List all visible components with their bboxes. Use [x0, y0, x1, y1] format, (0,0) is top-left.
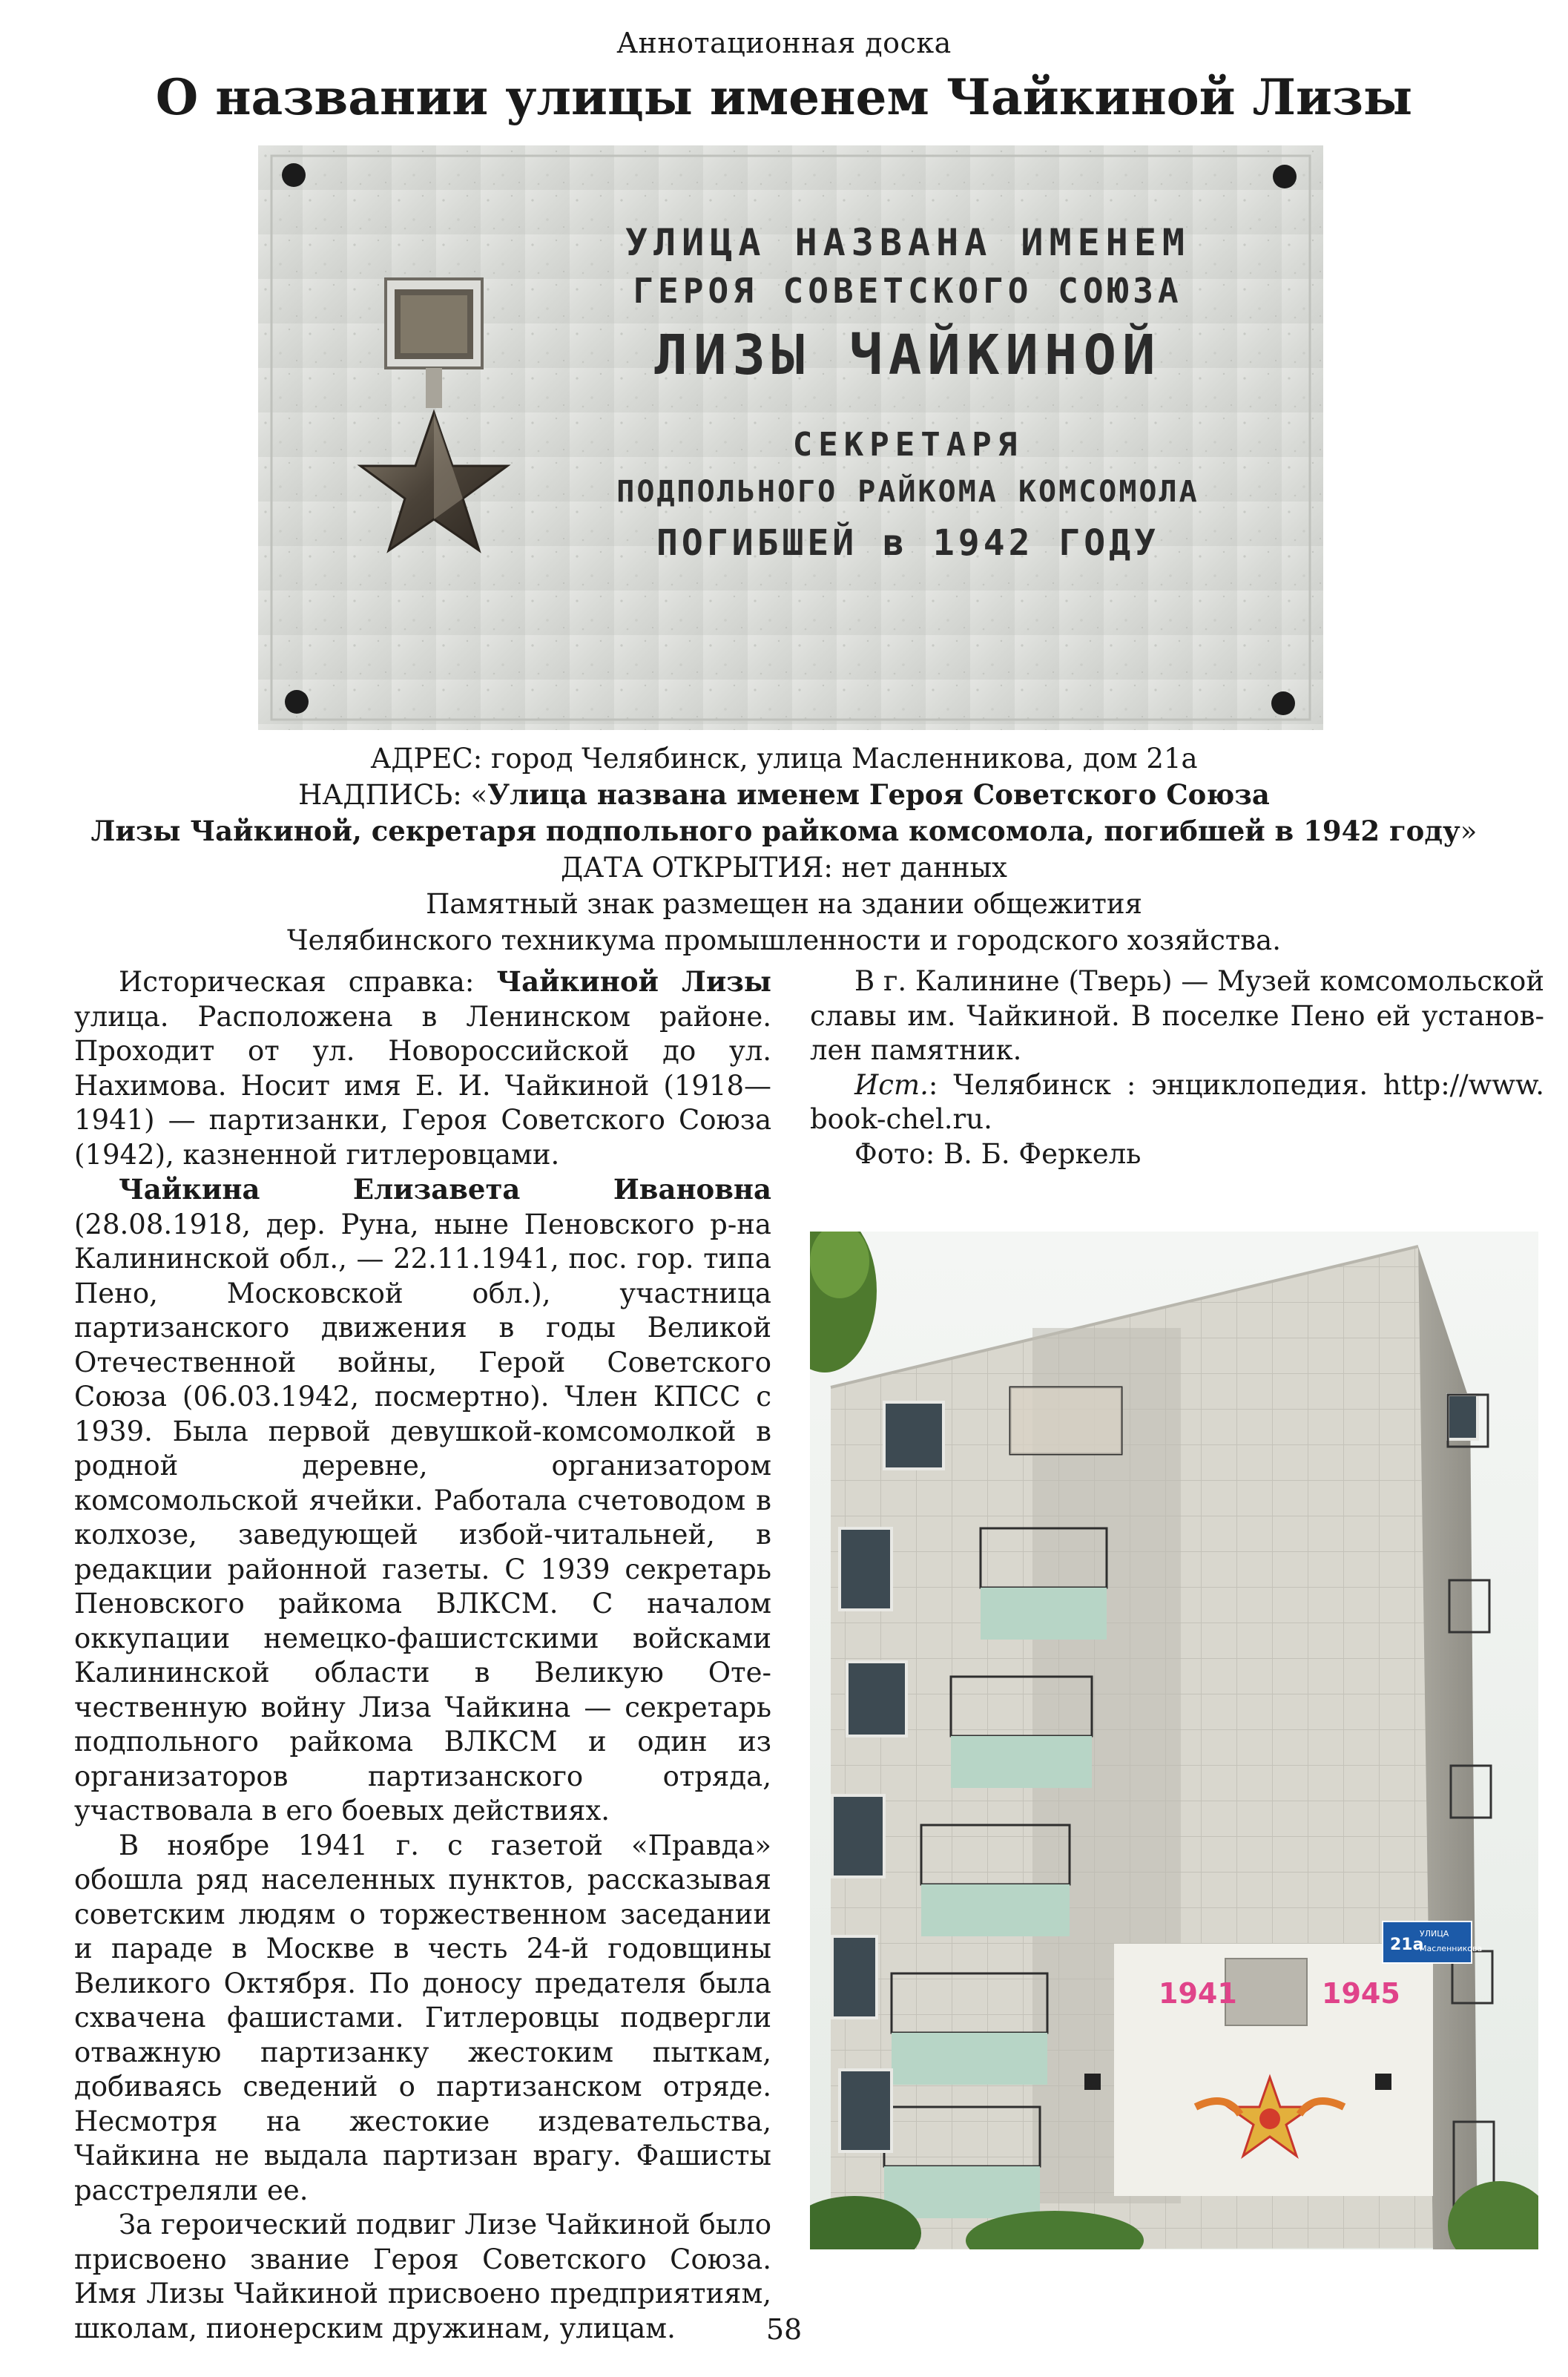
- page-number: 58: [765, 2313, 803, 2346]
- inscription-close: »: [1460, 815, 1478, 847]
- building-photo: [810, 1232, 1538, 2249]
- memorial-year-start: 1941: [1159, 1977, 1237, 2010]
- memorial-year-end: 1945: [1322, 1977, 1400, 2010]
- inscription-line-2: [0, 813, 1568, 849]
- plaque-line-4: СЕКРЕТАРЯ: [792, 426, 1024, 464]
- plaque-line-3: ЛИЗЫ ЧАЙКИНОЙ: [654, 323, 1162, 387]
- inscription-label: НАДПИСЬ: «: [298, 779, 488, 811]
- biography-paragraph: [74, 1172, 771, 1829]
- inscription-text-1: Улица названа именем Героя Советского Союза: [487, 778, 1270, 811]
- memorial-panel: [1084, 1944, 1433, 2196]
- history-text: улица. Расположена в Ленинском районе. Проходит от ул. Новороссийской до ул. Нахимова. Носит имя Е. И. Чайкиной (1918—1941) — партизанки, Героя Советского Союза (1942), казненной гитлеровцами.: [74, 1000, 771, 1171]
- left-column: [74, 964, 771, 2346]
- street-sign-label: УЛИЦА: [1420, 1929, 1449, 1939]
- street-name-bold: Чайкиной Лизы: [496, 965, 771, 998]
- honor-paragraph: За героический подвиг Лизе Чайкиной было присвоено звание Героя Советского Союза. Имя Лизы Чайкиной присвоено предприятиям, школам, пионерским дружинам, улицам.: [74, 2209, 771, 2344]
- screw-bottom-left: [285, 690, 309, 714]
- opening-date-line: ДАТА ОТКРЫТИЯ: нет данных: [561, 852, 1007, 884]
- right-column: [810, 964, 1544, 1171]
- address-line: АДРЕС: город Челябинск, улица Масленникова, дом 21а: [370, 743, 1198, 775]
- biography-text: (28.08.1918, дер. Руна, ныне Пеновского р-на Калининской обл., — 22.11.1941, пос. гор. типа Пено, Московской обл.), участница партизанского движения в годы Великой Отечественной войны, Герой Советского Союза (06.03.1942, посмертно). Член КПСС с 1939. Была первой девушкой-комсомолкой в родной деревне, организатором комсомольской ячейки. Работала счетоводом в колхозе, заведующей избой-читальней, в редакции районной газеты. С 1939 секретарь Пеновского райкома ВЛКСМ. С началом оккупации немецко-фашистскими войсками Калининской области в Великую Отечественную войну Лиза Чайкина — секретарь подпольного райкома ВЛКСМ и один из организаторов партизанского отряда, участвовала в его боевых действиях.: [74, 1208, 771, 1827]
- plaque-photo: [258, 145, 1323, 730]
- screw-bottom-right: [1271, 691, 1295, 715]
- street-sign-name: Масленникова: [1420, 1944, 1483, 1953]
- section-kicker: Аннотационная доска: [616, 27, 952, 59]
- screw-top-left: [282, 163, 306, 187]
- history-lead: Историческая справка:: [119, 966, 497, 998]
- photo-credit: Фото: В. Б. Феркель: [854, 1137, 1142, 1170]
- source-text: : Челябинск : энциклопедия. http://www. book-chel.ru.: [810, 1068, 1544, 1135]
- plaque-line-6: ПОГИБШЕЙ в 1942 ГОДУ: [656, 522, 1159, 564]
- history-paragraph: [74, 964, 771, 1172]
- placement-line-2: Челябинского техникума промышленности и городского хозяйства.: [287, 924, 1281, 956]
- inscription-line-1: [0, 777, 1568, 813]
- november-paragraph: В ноябре 1941 г. с газетой «Правда» обошла ряд населенных пунктов, рассказывая советским людям о торжественном заседании и параде в Москве в честь 24-й годовщины Великого Октября. По доносу предателя была схвачена фашистами. Гитлеровцы подвергли отважную партизанку жестоким пыткам, добиваясь сведений о партизанском отряде. Несмотря на жестокие издевательства, Чайкина не выдала партизан врагу. Фашисты расстреляли ее.: [74, 1829, 771, 2206]
- street-sign: [1383, 1921, 1482, 1963]
- source-paragraph: [810, 1068, 1544, 1137]
- street-sign-number: 21а: [1390, 1936, 1424, 1954]
- placement-line-1: Памятный знак размещен на здании общежития: [426, 888, 1142, 920]
- source-label: Ист.: [854, 1068, 929, 1101]
- inscription-text-2: Лизы Чайкиной, секретаря подпольного райкома комсомола, погибшей в 1942 году: [90, 815, 1460, 847]
- screw-top-right: [1273, 165, 1297, 188]
- person-name-bold: Чайкина Елизавета Ивановна: [119, 1173, 771, 1206]
- plaque-line-2: ГЕРОЯ СОВЕТСКОГО СОЮЗА: [633, 271, 1183, 311]
- museum-paragraph: В г. Калинине (Тверь) — Музей комсомольской славы им. Чайкиной. В поселке Пено ей установлен памятник.: [810, 965, 1544, 1066]
- plaque-caption: [0, 740, 1568, 959]
- plaque-line-5: ПОДПОЛЬНОГО РАЙКОМА КОМСОМОЛА: [616, 475, 1199, 509]
- plaque-line-1: УЛИЦА НАЗВАНА ИМЕНЕМ: [625, 221, 1191, 264]
- page-title: О названии улицы именем Чайкиной Лизы: [155, 68, 1413, 126]
